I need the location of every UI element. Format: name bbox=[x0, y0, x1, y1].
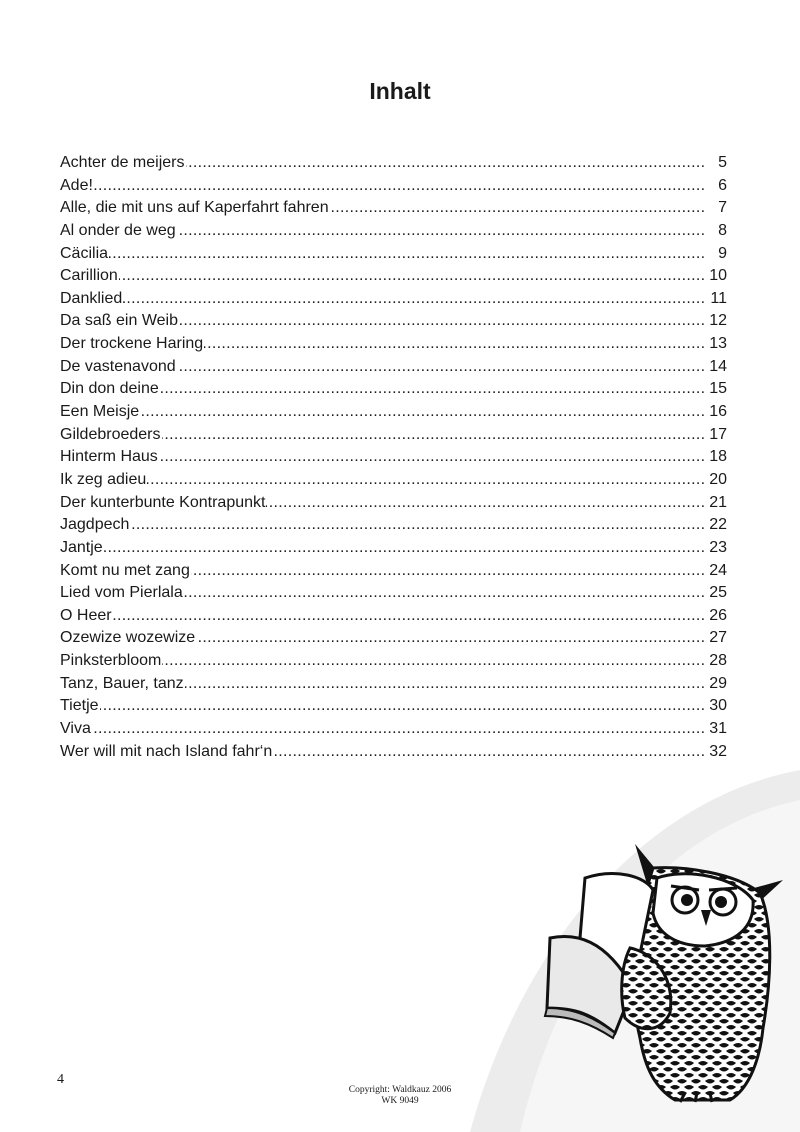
toc-entry-page: 22 bbox=[706, 514, 727, 537]
toc-entry-page: 16 bbox=[706, 401, 727, 424]
toc-entry-title: Viva bbox=[60, 720, 91, 738]
toc-entry bbox=[60, 197, 727, 220]
toc-entry-title: O Heer bbox=[60, 606, 112, 624]
toc-entry-title: Der trockene Haring bbox=[60, 335, 204, 353]
toc-entry-page: 30 bbox=[706, 695, 727, 718]
toc-entry-page: 15 bbox=[706, 378, 727, 401]
toc-entry-page: 28 bbox=[706, 650, 727, 673]
toc-entry-title: Cäcilia bbox=[60, 244, 109, 262]
catalog-number: WK 9049 bbox=[381, 1096, 419, 1106]
toc-entry bbox=[60, 446, 727, 469]
toc-entry-title: Carillion bbox=[60, 267, 118, 285]
toc-entry bbox=[60, 152, 727, 175]
toc-entry-title: Jagdpech bbox=[60, 516, 130, 534]
toc-entry-title: Da saß ein Weib bbox=[60, 312, 178, 330]
toc-entry-page: 14 bbox=[706, 356, 727, 379]
toc-entry-page: 5 bbox=[706, 152, 727, 175]
toc-entry bbox=[60, 469, 727, 492]
toc-entry-page: 27 bbox=[706, 627, 727, 650]
toc-entry-title: Lied vom Pierlala bbox=[60, 584, 183, 602]
toc-entry-page: 26 bbox=[706, 605, 727, 628]
toc-entry-title: Din don deine bbox=[60, 380, 159, 398]
toc-entry-page: 12 bbox=[706, 310, 727, 333]
toc-entry-title: Alle, die mit uns auf Kaperfahrt fahren bbox=[60, 199, 329, 217]
toc-entry bbox=[60, 695, 727, 718]
toc-entry bbox=[60, 718, 727, 741]
toc-entry bbox=[60, 288, 727, 311]
toc-entry bbox=[60, 492, 727, 515]
toc-entry-page: 13 bbox=[706, 333, 727, 356]
toc-entry bbox=[60, 537, 727, 560]
toc-entry-title: Gildebroeders bbox=[60, 425, 161, 443]
owl-reading-book-icon bbox=[535, 838, 790, 1103]
toc-entry-page: 24 bbox=[706, 560, 727, 583]
toc-entry-page: 10 bbox=[706, 265, 727, 288]
table-of-contents bbox=[60, 152, 727, 763]
toc-entry-title: Een Meisje bbox=[60, 403, 140, 421]
toc-entry-title: Danklied bbox=[60, 289, 123, 307]
toc-entry-page: 8 bbox=[706, 220, 727, 243]
toc-entry bbox=[60, 378, 727, 401]
toc-entry-page: 20 bbox=[706, 469, 727, 492]
toc-entry bbox=[60, 582, 727, 605]
toc-entry-title: Komt nu met zang bbox=[60, 561, 190, 579]
toc-entry-title: De vastenavond bbox=[60, 357, 176, 375]
toc-entry-page: 11 bbox=[706, 288, 727, 311]
toc-entry-title: Achter de meijers bbox=[60, 154, 185, 171]
toc-entry-page: 32 bbox=[706, 741, 727, 764]
toc-entry bbox=[60, 741, 727, 764]
toc-entry-page: 23 bbox=[706, 537, 727, 560]
toc-entry bbox=[60, 514, 727, 537]
toc-entry-page: 25 bbox=[706, 582, 727, 605]
toc-entry-title: Pinksterbloom bbox=[60, 652, 162, 670]
toc-entry-page: 7 bbox=[706, 197, 727, 220]
toc-entry-title: Tietje bbox=[60, 697, 99, 715]
toc-entry bbox=[60, 673, 727, 696]
toc-entry-title: Ozewize wozewize bbox=[60, 629, 196, 647]
toc-entry-title: Ik zeg adieu bbox=[60, 470, 147, 488]
toc-entry-page: 17 bbox=[706, 424, 727, 447]
copyright-notice bbox=[0, 1085, 800, 1107]
toc-entry bbox=[60, 401, 727, 424]
page-number: 4 bbox=[57, 1072, 64, 1087]
toc-entry-page: 21 bbox=[706, 492, 727, 515]
copyright-line: Copyright: Waldkauz 2006 bbox=[348, 1085, 452, 1095]
toc-entry bbox=[60, 560, 727, 583]
toc-entry bbox=[60, 650, 727, 673]
toc-entry bbox=[60, 627, 727, 650]
toc-entry bbox=[60, 175, 727, 198]
toc-entry bbox=[60, 605, 727, 628]
page-title: Inhalt bbox=[369, 78, 431, 104]
toc-entry bbox=[60, 424, 727, 447]
toc-entry-page: 29 bbox=[706, 673, 727, 696]
toc-entry-title: Tanz, Bauer, tanz bbox=[60, 674, 184, 692]
toc-entry-title: Hinterm Haus bbox=[60, 448, 158, 466]
toc-entry bbox=[60, 310, 727, 333]
toc-entry bbox=[60, 356, 727, 379]
toc-entry bbox=[60, 220, 727, 243]
toc-entry-title: Jantje bbox=[60, 538, 103, 556]
toc-entry bbox=[60, 265, 727, 288]
toc-entry-page: 18 bbox=[706, 446, 727, 469]
toc-entry-title: Der kunterbunte Kontrapunkt bbox=[60, 493, 266, 511]
toc-entry-title: Al onder de weg bbox=[60, 221, 176, 239]
toc-entry-title: Wer will mit nach Island fahr‘n bbox=[60, 742, 273, 760]
toc-entry-title: Ade! bbox=[60, 176, 93, 194]
toc-entry-page: 31 bbox=[706, 718, 727, 741]
toc-entry bbox=[60, 333, 727, 356]
toc-entry bbox=[60, 243, 727, 266]
toc-entry-page: 6 bbox=[706, 175, 727, 198]
toc-entry-page: 9 bbox=[706, 243, 727, 266]
